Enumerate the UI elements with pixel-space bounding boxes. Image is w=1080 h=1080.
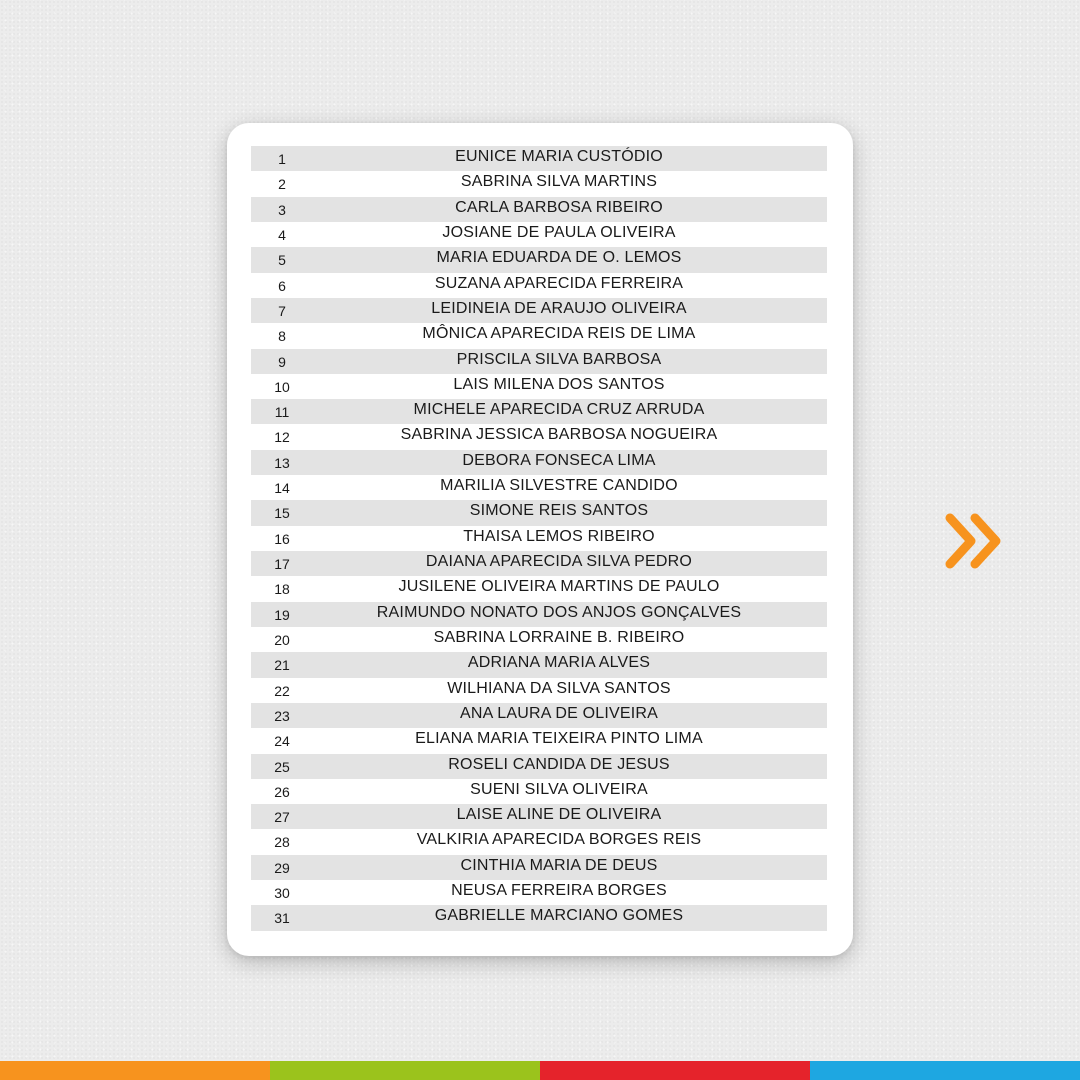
list-item-number: 14 xyxy=(274,480,290,497)
list-item-name: CARLA BARBOSA RIBEIRO xyxy=(455,198,663,216)
list-item xyxy=(251,424,827,449)
list-item-name: VALKIRIA APARECIDA BORGES REIS xyxy=(416,831,702,849)
list-item xyxy=(251,779,827,804)
list-item-number: 23 xyxy=(274,707,290,724)
list-item xyxy=(251,349,827,374)
list-item-name: WILHIANA DA SILVA SANTOS xyxy=(447,679,671,697)
list-item xyxy=(251,171,827,196)
list-item xyxy=(251,829,827,854)
list-item xyxy=(251,905,827,930)
list-item xyxy=(251,374,827,399)
list-item xyxy=(251,678,827,703)
list-item-name: MÔNICA APARECIDA REIS DE LIMA xyxy=(422,325,696,343)
list-item-name: DEBORA FONSECA LIMA xyxy=(462,451,656,469)
list-item-number: 12 xyxy=(274,429,290,446)
color-stripe-segment xyxy=(270,1061,540,1080)
color-stripe-segment xyxy=(540,1061,810,1080)
list-item xyxy=(251,197,827,222)
color-stripe-segment xyxy=(0,1061,270,1080)
list-item xyxy=(251,247,827,272)
list-item-name: SUZANA APARECIDA FERREIRA xyxy=(434,274,684,292)
list-item-number: 19 xyxy=(274,606,290,623)
list-item-name: PRISCILA SILVA BARBOSA xyxy=(456,350,662,368)
list-item xyxy=(251,222,827,247)
list-item-number: 7 xyxy=(278,302,286,319)
list-item-number: 8 xyxy=(278,328,286,345)
names-list xyxy=(251,146,827,931)
list-item-number: 17 xyxy=(274,556,290,572)
list-item-name: MICHELE APARECIDA CRUZ ARRUDA xyxy=(413,401,705,419)
list-item-name: ROSELI CANDIDA DE JESUS xyxy=(448,755,670,773)
list-item-number: 11 xyxy=(274,404,290,421)
next-arrow-button[interactable] xyxy=(942,512,1008,570)
list-item xyxy=(251,273,827,298)
list-item-name: SIMONE REIS SANTOS xyxy=(469,502,649,520)
list-item-name: DAIANA APARECIDA SILVA PEDRO xyxy=(425,553,693,570)
list-item-name: EUNICE MARIA CUSTÓDIO xyxy=(455,148,663,165)
list-item-number: 2 xyxy=(278,176,286,193)
list-item-number: 25 xyxy=(274,758,290,775)
list-item-number: 20 xyxy=(274,631,290,648)
list-item-number: 1 xyxy=(278,151,286,167)
list-item-name: ANA LAURA DE OLIVEIRA xyxy=(459,704,659,722)
list-item xyxy=(251,880,827,905)
list-item xyxy=(251,754,827,779)
double-chevron-right-icon xyxy=(942,512,1008,570)
list-item xyxy=(251,728,827,753)
list-item-name: THAISA LEMOS RIBEIRO xyxy=(463,527,655,545)
list-item xyxy=(251,475,827,500)
list-item xyxy=(251,399,827,424)
list-item-number: 4 xyxy=(278,226,286,243)
list-item xyxy=(251,146,827,171)
list-item-name: ELIANA MARIA TEIXEIRA PINTO LIMA xyxy=(415,730,703,748)
list-item-name: JUSILENE OLIVEIRA MARTINS DE PAULO xyxy=(398,578,720,596)
list-item-number: 15 xyxy=(274,505,290,522)
list-item xyxy=(251,627,827,652)
list-item xyxy=(251,576,827,601)
list-item-name: JOSIANE DE PAULA OLIVEIRA xyxy=(442,223,676,241)
list-item xyxy=(251,855,827,880)
list-item xyxy=(251,551,827,576)
list-item-name: RAIMUNDO NONATO DOS ANJOS GONÇALVES xyxy=(376,603,742,621)
list-item-name: SABRINA JESSICA BARBOSA NOGUEIRA xyxy=(400,426,718,444)
list-item-number: 28 xyxy=(274,834,290,851)
color-stripe-footer xyxy=(0,1061,1080,1080)
list-item xyxy=(251,500,827,525)
list-item xyxy=(251,323,827,348)
list-item-number: 9 xyxy=(278,353,286,370)
list-item-number: 21 xyxy=(274,657,290,674)
list-item-number: 22 xyxy=(274,682,290,699)
list-item-number: 10 xyxy=(274,378,290,395)
list-item-name: MARILIA SILVESTRE CANDIDO xyxy=(440,477,678,495)
list-item-number: 31 xyxy=(274,910,290,927)
list-item-number: 29 xyxy=(274,859,290,876)
list-item-number: 18 xyxy=(274,581,290,598)
list-item-name: SABRINA LORRAINE B. RIBEIRO xyxy=(433,628,685,646)
list-item-name: ADRIANA MARIA ALVES xyxy=(467,654,651,672)
list-item xyxy=(251,703,827,728)
list-item-name: SABRINA SILVA MARTINS xyxy=(460,173,658,191)
list-item xyxy=(251,652,827,677)
list-item xyxy=(251,602,827,627)
list-item-name: MARIA EDUARDA DE O. LEMOS xyxy=(436,249,682,267)
list-item-number: 5 xyxy=(278,252,286,269)
list-item-name: GABRIELLE MARCIANO GOMES xyxy=(434,907,684,925)
list-item-name: SUENI SILVA OLIVEIRA xyxy=(470,780,648,798)
list-item xyxy=(251,804,827,829)
list-item-name: CINTHIA MARIA DE DEUS xyxy=(460,856,658,874)
list-item-number: 24 xyxy=(274,733,290,750)
list-item-name: LEIDINEIA DE ARAUJO OLIVEIRA xyxy=(431,299,687,317)
list-item-number: 27 xyxy=(274,809,290,826)
list-item-number: 6 xyxy=(278,277,286,294)
list-item-number: 26 xyxy=(274,783,290,800)
names-card xyxy=(227,123,853,956)
list-item xyxy=(251,450,827,475)
list-item-number: 30 xyxy=(274,885,290,902)
list-item-number: 16 xyxy=(274,530,290,547)
list-item-number: 3 xyxy=(278,201,286,218)
list-item xyxy=(251,298,827,323)
color-stripe-segment xyxy=(810,1061,1080,1080)
list-item-name: NEUSA FERREIRA BORGES xyxy=(451,882,667,900)
list-item xyxy=(251,526,827,551)
list-item-name: LAIS MILENA DOS SANTOS xyxy=(453,375,665,393)
list-item-name: LAISE ALINE DE OLIVEIRA xyxy=(456,806,662,824)
list-item-number: 13 xyxy=(274,454,290,471)
